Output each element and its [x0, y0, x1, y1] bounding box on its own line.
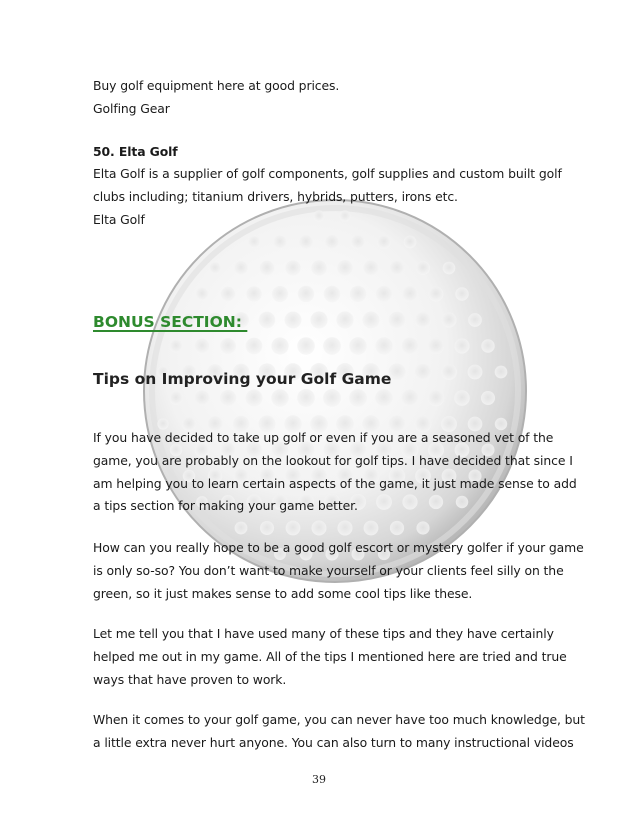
ball-dimple [298, 286, 315, 303]
ball-dimple [390, 521, 404, 535]
ball-dimple [260, 521, 274, 535]
ball-dimple [362, 311, 379, 328]
paragraph-line: a tips section for making your game better. [93, 498, 358, 514]
ball-dimple [364, 521, 379, 536]
ball-dimple [454, 390, 470, 406]
ball-dimple [428, 338, 444, 354]
ball-dimple [286, 521, 301, 536]
ball-dimple [441, 364, 457, 380]
ball-dimple [402, 286, 418, 302]
ball-dimple [170, 340, 183, 353]
listing-heading: 50. Elta Golf [93, 143, 178, 159]
ball-dimple [220, 390, 236, 406]
ball-dimple [481, 339, 494, 352]
ball-dimple [271, 337, 288, 354]
paragraph-line: How can you really hope to be a good golf escort or mystery golfer if your game [93, 540, 584, 555]
ball-dimple [415, 364, 432, 381]
ball-dimple [441, 312, 456, 327]
ball-dimple [284, 311, 301, 328]
paragraph-line: ways that have proven to work. [93, 671, 287, 687]
ball-dimple [299, 235, 313, 249]
ball-dimple [196, 288, 209, 301]
listing-description: Elta Golf is a supplier of golf components, golf supplies and custom built golf [93, 166, 562, 182]
ball-dimple [454, 338, 469, 353]
paragraph [93, 427, 577, 518]
ball-dimple [337, 260, 353, 276]
ball-dimple [221, 287, 236, 302]
ball-dimple [245, 389, 262, 406]
ball-dimple [285, 260, 300, 275]
ball-dimple [246, 286, 262, 302]
ball-dimple [416, 261, 430, 275]
ball-dimple [377, 235, 391, 249]
ball-dimple [209, 262, 221, 274]
paragraph-line: When it comes to your golf game, you can never have too much knowledge, but [93, 712, 585, 727]
ball-dimple [402, 338, 419, 355]
ball-dimple [260, 261, 275, 276]
ball-dimple [416, 521, 429, 534]
ball-dimple [351, 235, 365, 249]
paragraph-line: game, you are probably on the lookout for golf tips. I have decided that since I [93, 452, 573, 468]
ball-dimple [310, 311, 327, 328]
ball-dimple [389, 312, 406, 329]
product-listing [93, 75, 563, 232]
listing-description: clubs including; titanium drivers, hybrids, putters, irons etc. [93, 189, 458, 205]
ball-dimple [350, 286, 367, 303]
ball-dimple [259, 312, 276, 329]
paragraph [93, 623, 567, 691]
paragraph [93, 709, 585, 755]
paragraph-line: helped me out in my game. All of the tips I mentioned here are tried and true [93, 648, 567, 664]
ball-dimple [337, 520, 352, 535]
paragraph [93, 537, 584, 605]
ball-dimple [297, 389, 315, 407]
ball-dimple [311, 520, 326, 535]
paragraph-line: is only so-so? You don’t want to make yourself or your clients feel silly on the [93, 562, 564, 578]
ball-dimple [481, 391, 495, 405]
ball-dimple [235, 522, 248, 535]
ball-dimple [428, 390, 445, 407]
ball-dimple [429, 287, 444, 302]
ball-dimple [495, 366, 508, 379]
ball-dimple [323, 389, 341, 407]
ball-dimple [415, 312, 431, 328]
ball-dimple [195, 339, 210, 354]
paragraph-line: a little extra never hurt anyone. You can also turn to many instructional videos [93, 734, 574, 750]
ball-dimple [376, 286, 392, 302]
ball-dimple [404, 236, 417, 249]
paragraph-line: If you have decided to take up golf or even if you are a seasoned vet of the [93, 430, 554, 445]
ball-dimple [468, 365, 483, 380]
ball-dimple [375, 389, 393, 407]
ball-dimple [325, 235, 339, 249]
listing-link-elta-golf[interactable]: Elta Golf [93, 211, 145, 227]
ball-dimple [248, 236, 260, 248]
paragraph-line: Let me tell you that I have used many of these tips and they have certainly [93, 626, 554, 641]
ball-dimple [349, 337, 367, 355]
bonus-section-heading: BONUS SECTION: [93, 313, 248, 331]
ball-dimple [323, 337, 341, 355]
ball-dimple [271, 389, 289, 407]
paragraph-line: green, so it just makes sense to add some cool tips like these. [93, 585, 473, 601]
ball-dimple [234, 261, 248, 275]
golf-ball-watermark [140, 196, 530, 586]
ball-dimple [194, 390, 209, 405]
ball-dimple [297, 337, 315, 355]
ball-dimple [311, 260, 327, 276]
ball-dimple [272, 286, 288, 302]
ball-dimple [363, 260, 379, 276]
ball-dimple [246, 338, 263, 355]
ball-dimple [336, 311, 353, 328]
ball-dimple [324, 286, 341, 303]
paragraph-line: am helping you to learn certain aspects of the game, it just made sense to add [93, 475, 577, 491]
page-number: 39 [312, 773, 326, 786]
ball-dimple [273, 235, 287, 249]
ball-dimple [443, 262, 456, 275]
ball-dimple [401, 389, 418, 406]
ball-dimple [349, 389, 367, 407]
ball-dimple [169, 391, 183, 405]
ball-dimple [375, 337, 392, 354]
ball-dimple [220, 338, 236, 354]
listing-description: Buy golf equipment here at good prices. [93, 78, 340, 93]
section-title: Tips on Improving your Golf Game [93, 370, 392, 388]
listing-link-golfing-gear[interactable]: Golfing Gear [93, 100, 170, 116]
ball-dimple [455, 287, 468, 300]
ball-dimple [389, 260, 404, 275]
ball-dimple [468, 313, 482, 327]
